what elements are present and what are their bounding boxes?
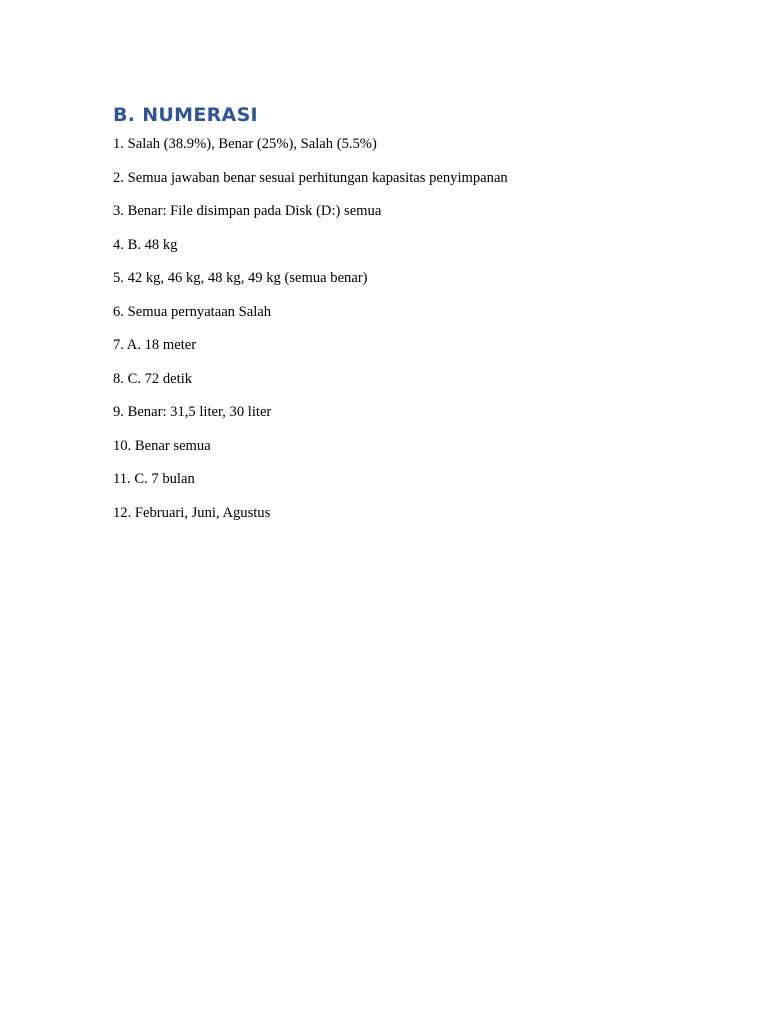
answer-item: 9. Benar: 31,5 liter, 30 liter <box>113 404 272 420</box>
answer-list <box>113 135 673 522</box>
answer-item: 11. C. 7 bulan <box>113 471 195 487</box>
answer-item: 3. Benar: File disimpan pada Disk (D:) semua <box>113 203 382 219</box>
answer-item: 1. Salah (38.9%), Benar (25%), Salah (5.5%) <box>113 136 377 152</box>
answer-item: 7. A. 18 meter <box>113 337 197 353</box>
answer-item: 2. Semua jawaban benar sesuai perhitungan kapasitas penyimpanan <box>113 169 508 186</box>
answer-item: 6. Semua pernyataan Salah <box>113 303 272 320</box>
answer-item: 8. C. 72 detik <box>113 370 193 387</box>
answer-item: 5. 42 kg, 46 kg, 48 kg, 49 kg (semua benar) <box>113 270 368 286</box>
answer-item: 10. Benar semua <box>113 437 211 454</box>
document-content <box>113 102 673 537</box>
section-heading: B. NUMERASI <box>113 104 258 126</box>
answer-item: 4. B. 48 kg <box>113 236 178 253</box>
answer-item: 12. Februari, Juni, Agustus <box>113 504 271 521</box>
